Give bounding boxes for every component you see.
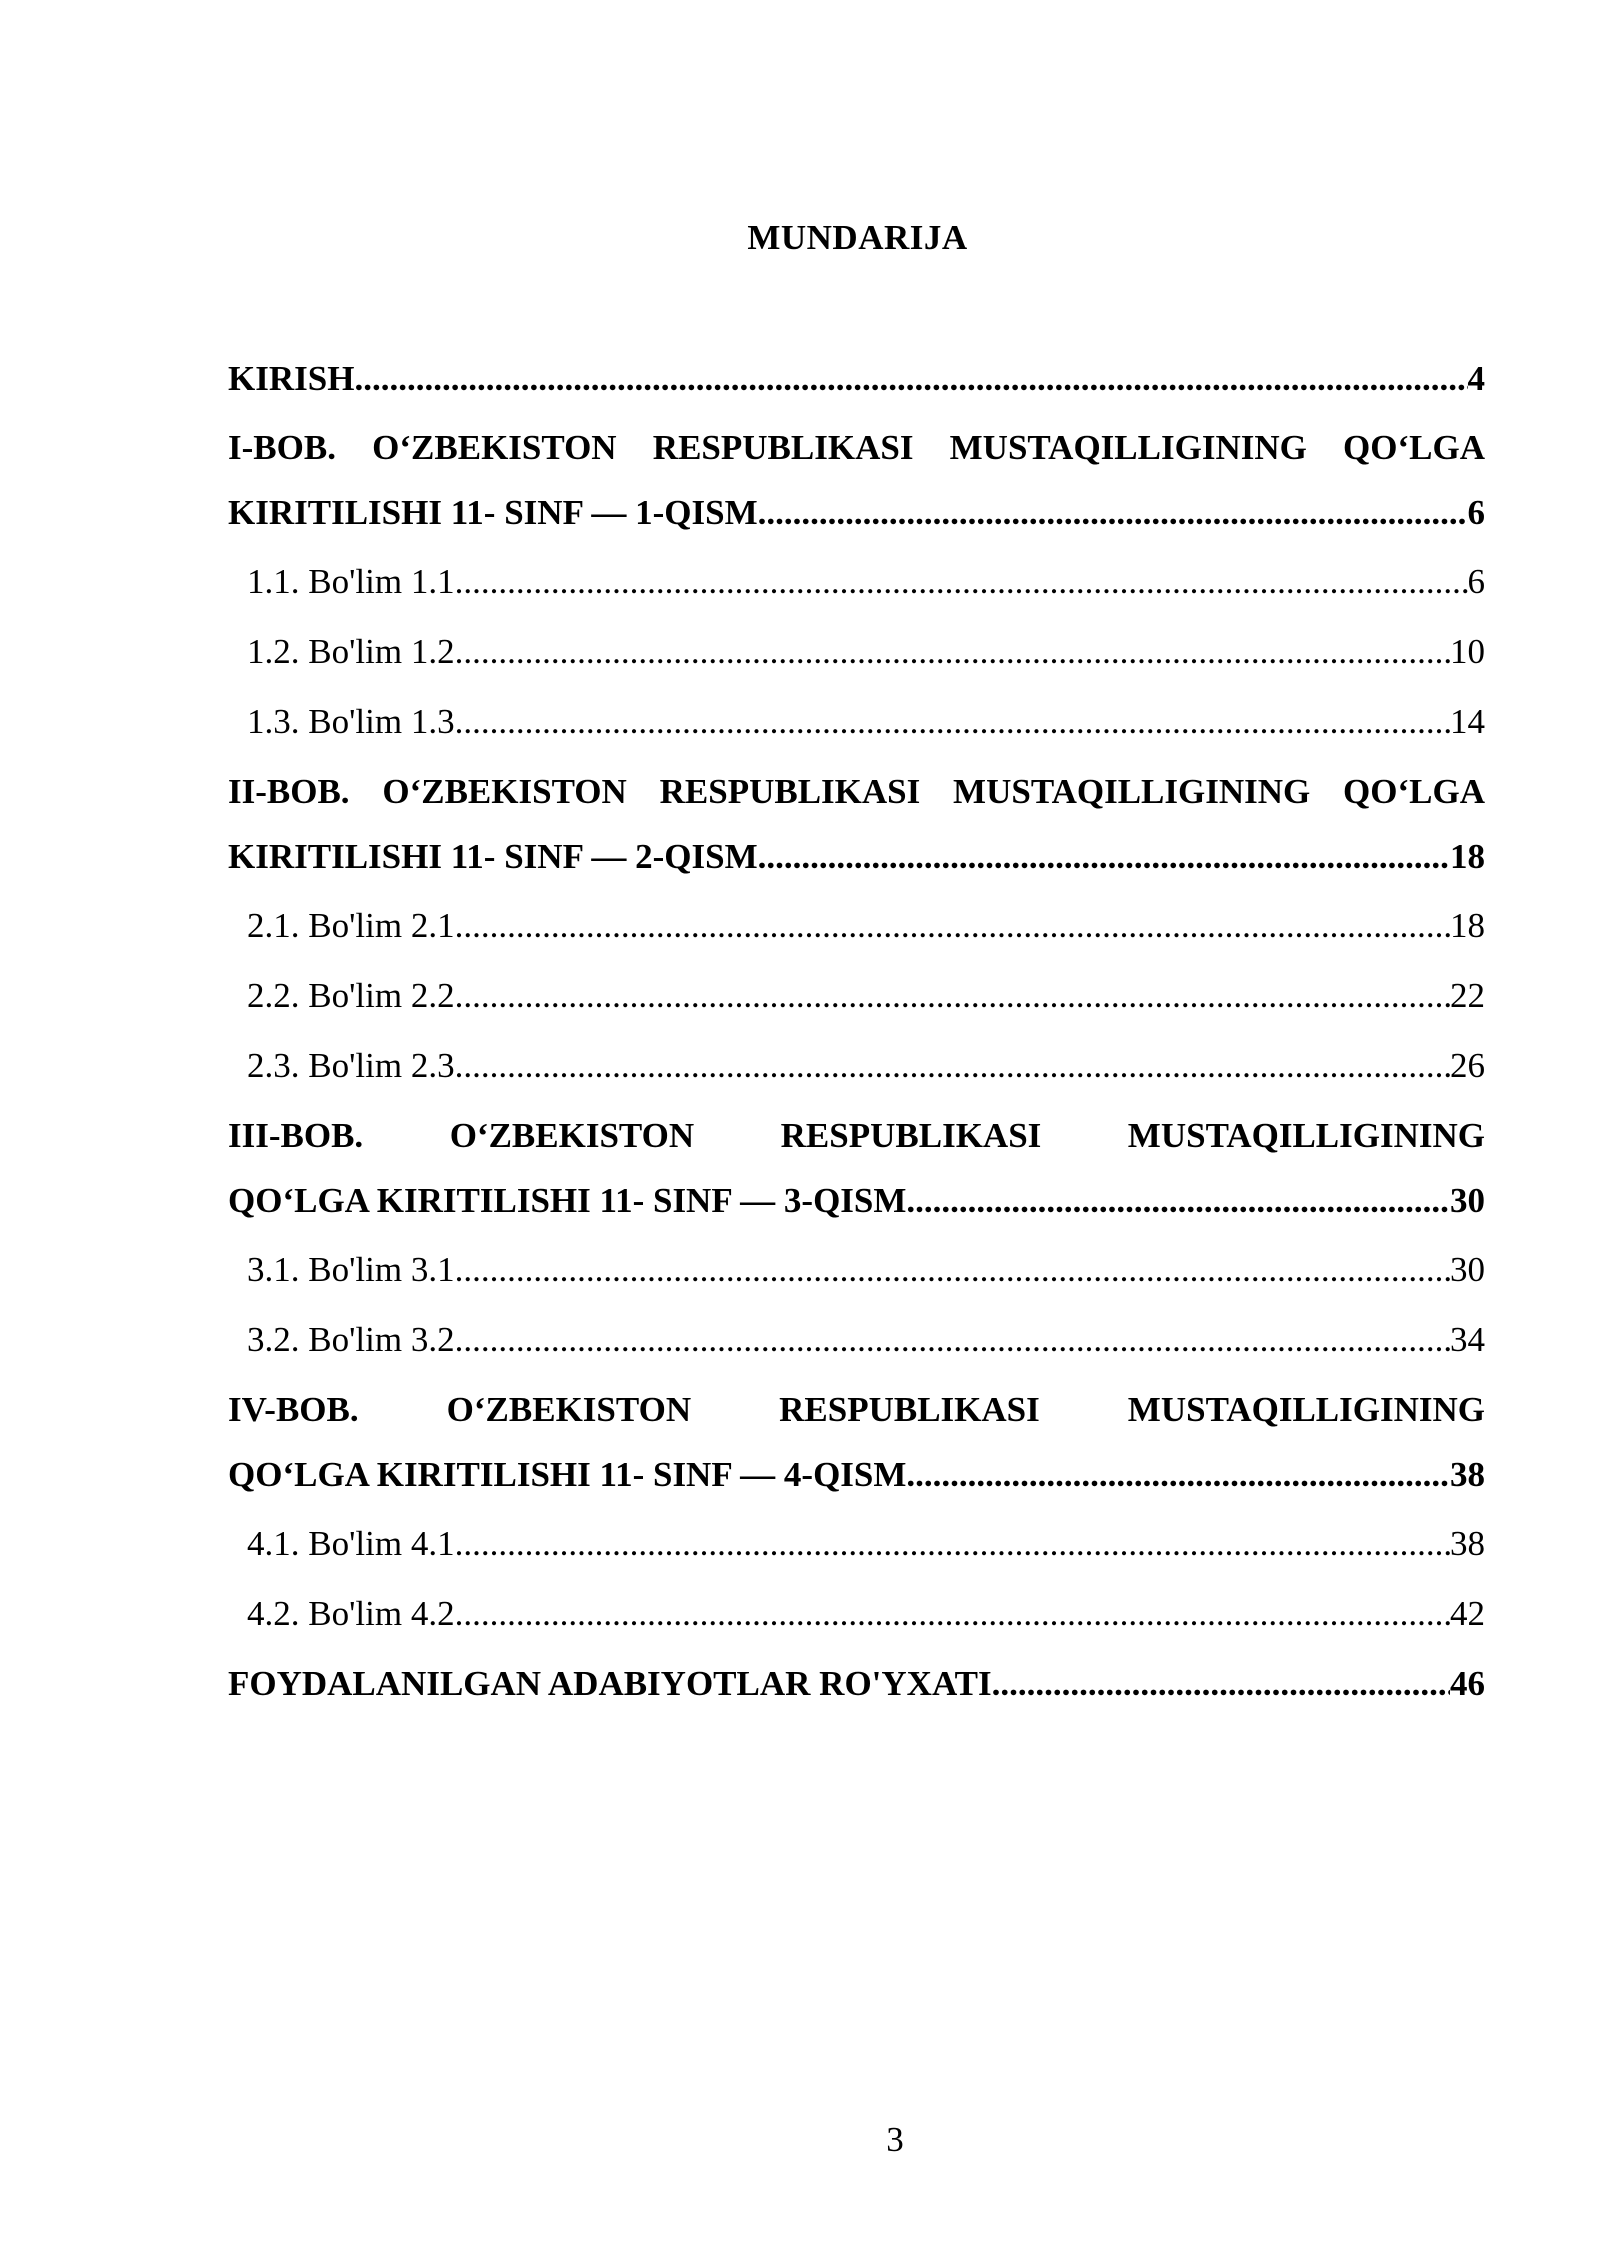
dot-leader xyxy=(758,480,1468,545)
toc-chapter-4[interactable] xyxy=(228,1377,1485,1507)
toc-chapter-2[interactable] xyxy=(228,759,1485,889)
chapter-title-line2: QO‘LGA KIRITILISHI 11- SINF — 3-QISM xyxy=(228,1181,907,1220)
toc-entry-label: 3.1. Bo'lim 3.1 xyxy=(247,1250,455,1289)
toc-entry-page: 30 xyxy=(1450,1250,1485,1289)
dot-leader xyxy=(455,893,1450,958)
page-number: 3 xyxy=(886,2120,904,2159)
toc-entry-references[interactable] xyxy=(228,1651,1485,1716)
toc-entry-label: KIRISH xyxy=(228,359,355,398)
chapter-title-line2: KIRITILISHI 11- SINF — 2-QISM xyxy=(228,837,758,876)
dot-leader xyxy=(455,1581,1450,1646)
toc-entry-label: 4.1. Bo'lim 4.1 xyxy=(247,1524,455,1563)
toc-section-2-3[interactable] xyxy=(228,1033,1485,1103)
toc-entry-label: 3.2. Bo'lim 3.2 xyxy=(247,1320,455,1359)
toc-section-1-2[interactable] xyxy=(228,619,1485,689)
toc-entry-page: 6 xyxy=(1467,562,1485,601)
table-of-contents xyxy=(228,346,1485,1720)
toc-section-4-1[interactable] xyxy=(228,1511,1485,1581)
dot-leader xyxy=(455,1307,1450,1372)
toc-entry-page: 22 xyxy=(1450,976,1485,1015)
toc-entry-page: 10 xyxy=(1450,632,1485,671)
toc-entry-label: 1.1. Bo'lim 1.1 xyxy=(247,562,455,601)
toc-entry-page: 4 xyxy=(1467,359,1485,398)
toc-chapter-1[interactable] xyxy=(228,415,1485,545)
toc-entry-page: 18 xyxy=(1450,906,1485,945)
chapter-title-line1: I-BOB. O‘ZBEKISTON RESPUBLIKASI MUSTAQILLIGINING QO‘LGA xyxy=(228,428,1485,467)
toc-section-2-2[interactable] xyxy=(228,963,1485,1033)
chapter-title-line2: QO‘LGA KIRITILISHI 11- SINF — 4-QISM xyxy=(228,1455,907,1494)
toc-entry-page: 6 xyxy=(1467,493,1485,532)
toc-entry-page: 14 xyxy=(1450,702,1485,741)
toc-entry-page: 42 xyxy=(1450,1594,1485,1633)
chapter-title-line1: IV-BOB. O‘ZBEKISTON RESPUBLIKASI MUSTAQILLIGINING xyxy=(228,1390,1485,1429)
dot-leader xyxy=(455,549,1468,614)
dot-leader xyxy=(992,1651,1450,1716)
dot-leader xyxy=(455,963,1450,1028)
toc-entry-label: 1.2. Bo'lim 1.2 xyxy=(247,632,455,671)
toc-entry-page: 46 xyxy=(1450,1664,1485,1703)
dot-leader xyxy=(455,1511,1450,1576)
dot-leader xyxy=(455,619,1450,684)
dot-leader xyxy=(758,824,1450,889)
dot-leader xyxy=(455,689,1450,754)
dot-leader xyxy=(906,1168,1450,1233)
toc-entry-label: 4.2. Bo'lim 4.2 xyxy=(247,1594,455,1633)
chapter-title-line1: II-BOB. O‘ZBEKISTON RESPUBLIKASI MUSTAQILLIGINING QO‘LGA xyxy=(228,772,1485,811)
page-title: MUNDARIJA xyxy=(747,218,968,257)
toc-section-2-1[interactable] xyxy=(228,893,1485,963)
toc-entry-page: 34 xyxy=(1450,1320,1485,1359)
toc-section-1-3[interactable] xyxy=(228,689,1485,759)
toc-entry-label: 2.2. Bo'lim 2.2 xyxy=(247,976,455,1015)
toc-entry-page: 18 xyxy=(1450,837,1485,876)
toc-entry-intro[interactable] xyxy=(228,346,1485,411)
chapter-title-line2: KIRITILISHI 11- SINF — 1-QISM xyxy=(228,493,758,532)
toc-section-3-1[interactable] xyxy=(228,1237,1485,1307)
dot-leader xyxy=(455,1033,1450,1098)
toc-entry-label: FOYDALANILGAN ADABIYOTLAR RO'YXATI xyxy=(228,1664,992,1703)
toc-section-4-2[interactable] xyxy=(228,1581,1485,1651)
toc-entry-label: 2.3. Bo'lim 2.3 xyxy=(247,1046,455,1085)
toc-entry-page: 38 xyxy=(1450,1455,1485,1494)
dot-leader xyxy=(906,1442,1450,1507)
toc-section-3-2[interactable] xyxy=(228,1307,1485,1377)
toc-chapter-3[interactable] xyxy=(228,1103,1485,1233)
toc-entry-label: 1.3. Bo'lim 1.3 xyxy=(247,702,455,741)
chapter-title-line1: III-BOB. O‘ZBEKISTON RESPUBLIKASI MUSTAQILLIGINING xyxy=(228,1116,1485,1155)
toc-entry-page: 30 xyxy=(1450,1181,1485,1220)
dot-leader xyxy=(354,346,1467,411)
toc-entry-page: 38 xyxy=(1450,1524,1485,1563)
toc-entry-label: 2.1. Bo'lim 2.1 xyxy=(247,906,455,945)
toc-entry-page: 26 xyxy=(1450,1046,1485,1085)
toc-section-1-1[interactable] xyxy=(228,549,1485,619)
dot-leader xyxy=(455,1237,1450,1302)
